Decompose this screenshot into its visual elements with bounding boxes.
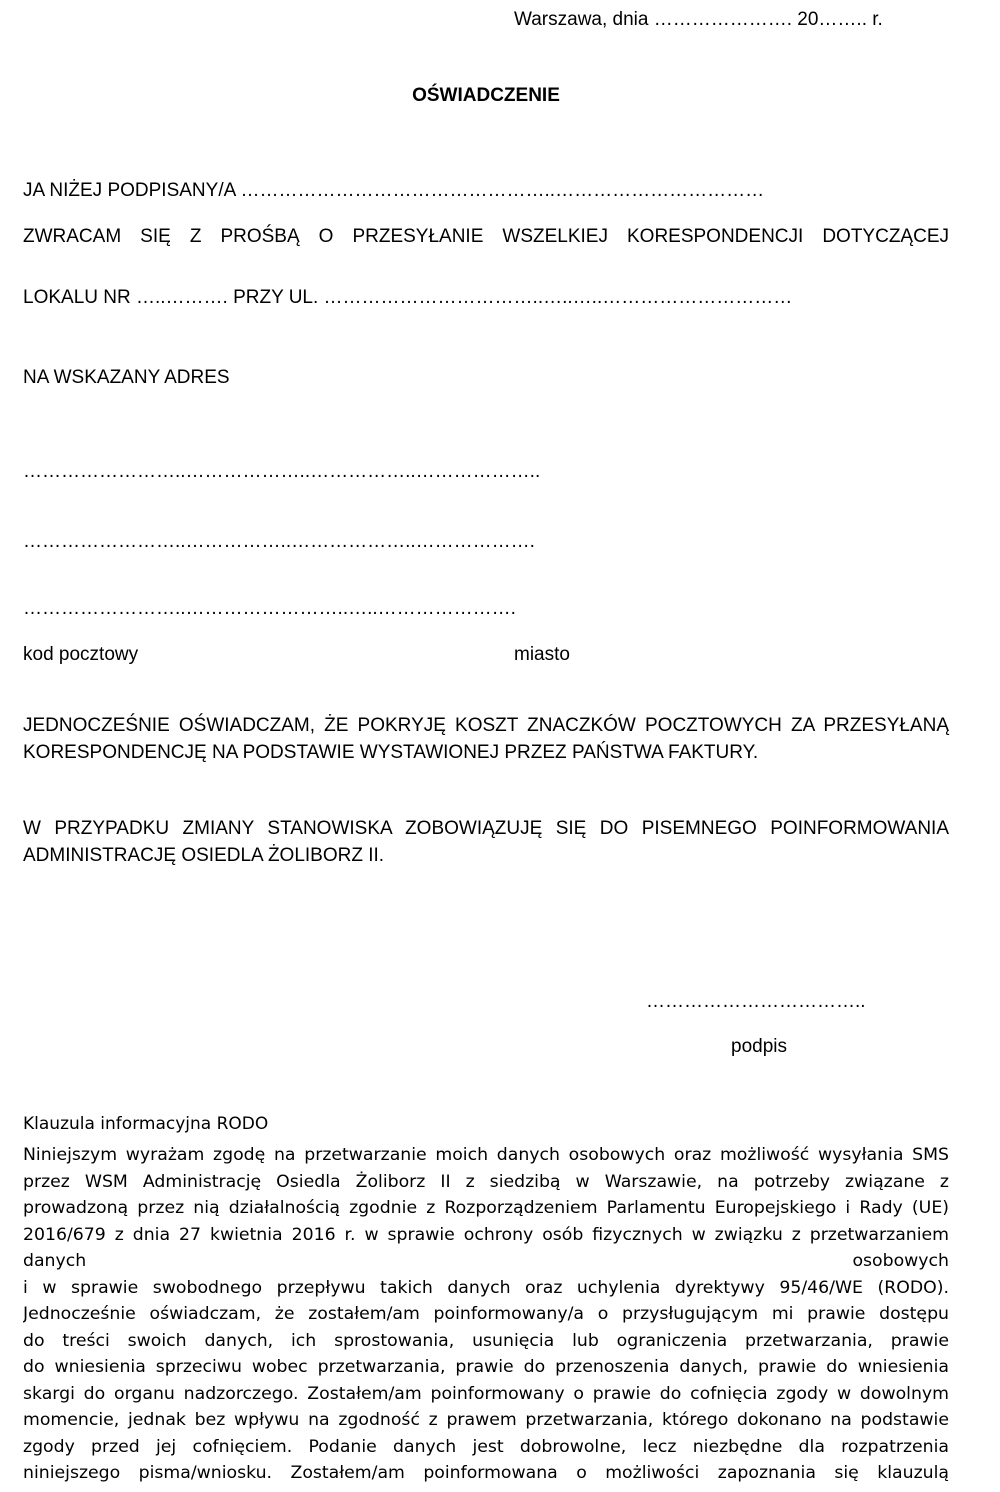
rodo-clause-body <box>23 1142 949 1492</box>
rodo-line: prowadzoną przez nią działalnością zgodnie z Rozporządzeniem Parlamentu Europejskiego i Rady (UE) <box>23 1198 949 1218</box>
rodo-line: Niniejszym wyrażam zgodę na przetwarzanie moich danych osobowych oraz możliwość wysyłania SMS <box>23 1145 949 1165</box>
address-field-line-3: ……………………..……………………..…..…………………. <box>23 598 516 619</box>
city-label: miasto <box>514 644 570 665</box>
rodo-line: do wniesienia sprzeciwu wobec przetwarzania, prawie do przenoszenia danych, prawie do wniesienia <box>23 1357 949 1377</box>
date-line: Warszawa, dnia …………………. 20…….. r. <box>514 9 883 30</box>
rodo-line: i w sprawie swobodnego przepływu takich danych oraz uchylenia dyrektywy 95/46/WE (RODO). <box>23 1277 949 1298</box>
address-field-line-1: ……………………..………………..……………..……………….. <box>23 461 541 482</box>
address-label: NA WSKAZANY ADRES <box>23 367 230 388</box>
signature-label: podpis <box>731 1036 787 1057</box>
signature-field-line: …………………………….. <box>646 991 866 1012</box>
unit-street-field-line: LOKALU NR …..………. PRZY UL. ……………………………..…..…..………………………… <box>23 287 793 308</box>
request-line: ZWRACAM SIĘ Z PROŚBĄ O PRZESYŁANIE WSZELKIEJ KORESPONDENCJI DOTYCZĄCEJ <box>23 226 949 247</box>
name-field-line: JA NIŻEJ PODPISANY/A …………………………………………..…………………………… <box>23 180 765 201</box>
rodo-line: momencie, jednak bez wpływu na zgodność z prawem przetwarzania, którego dokonano na podstawie <box>23 1410 949 1430</box>
rodo-clause-title: Klauzula informacyjna RODO <box>23 1114 269 1134</box>
rodo-line: danych osobowych <box>23 1251 949 1271</box>
postal-code-label: kod pocztowy <box>23 644 139 665</box>
rodo-line: zgody przed jej cofnięciem. Podanie danych jest dobrowolne, lecz niezbędne dla rozpatrzenia <box>23 1436 949 1457</box>
rodo-line: do treści swoich danych, ich sprostowania, usunięcia lub ograniczenia przetwarzania, prawie <box>23 1330 949 1351</box>
declaration-paragraph-postage: JEDNOCZEŚNIE OŚWIADCZAM, ŻE POKRYJĘ KOSZT ZNACZKÓW POCZTOWYCH ZA PRZESYŁANĄ KORESPONDENCJĘ NA PODSTAWIE WYSTAWIONEJ PRZEZ PAŃSTWA FAKTURY. <box>23 715 949 763</box>
rodo-line: Jednocześnie oświadczam, że zostałem/am poinformowany/a o przysługującym mi prawie dostępu <box>23 1304 949 1324</box>
address-field-line-2: ……………………..……………..………………..………………. <box>23 531 535 552</box>
rodo-line: niniejszego pisma/wniosku. Zostałem/am poinformowana o możliwości zapoznania się klauzulą <box>23 1463 949 1483</box>
declaration-paragraph-change: W PRZYPADKU ZMIANY STANOWISKA ZOBOWIĄZUJĘ SIĘ DO PISEMNEGO POINFORMOWANIA ADMINISTRACJĘ OSIEDLA ŻOLIBORZ II. <box>23 818 949 866</box>
rodo-line: skargi do organu nadzorczego. Zostałem/am poinformowany o prawie do cofnięcia zgody w dowolnym <box>23 1383 949 1404</box>
rodo-line: przez WSM Administrację Osiedla Żoliborz II z siedzibą w Warszawie, na potrzeby związane z <box>23 1171 949 1192</box>
rodo-line: 2016/679 z dnia 27 kwietnia 2016 r. w sprawie ochrony osób fizycznych w związku z przetwarzaniem <box>23 1224 949 1245</box>
document-title: OŚWIADCZENIE <box>412 85 560 106</box>
